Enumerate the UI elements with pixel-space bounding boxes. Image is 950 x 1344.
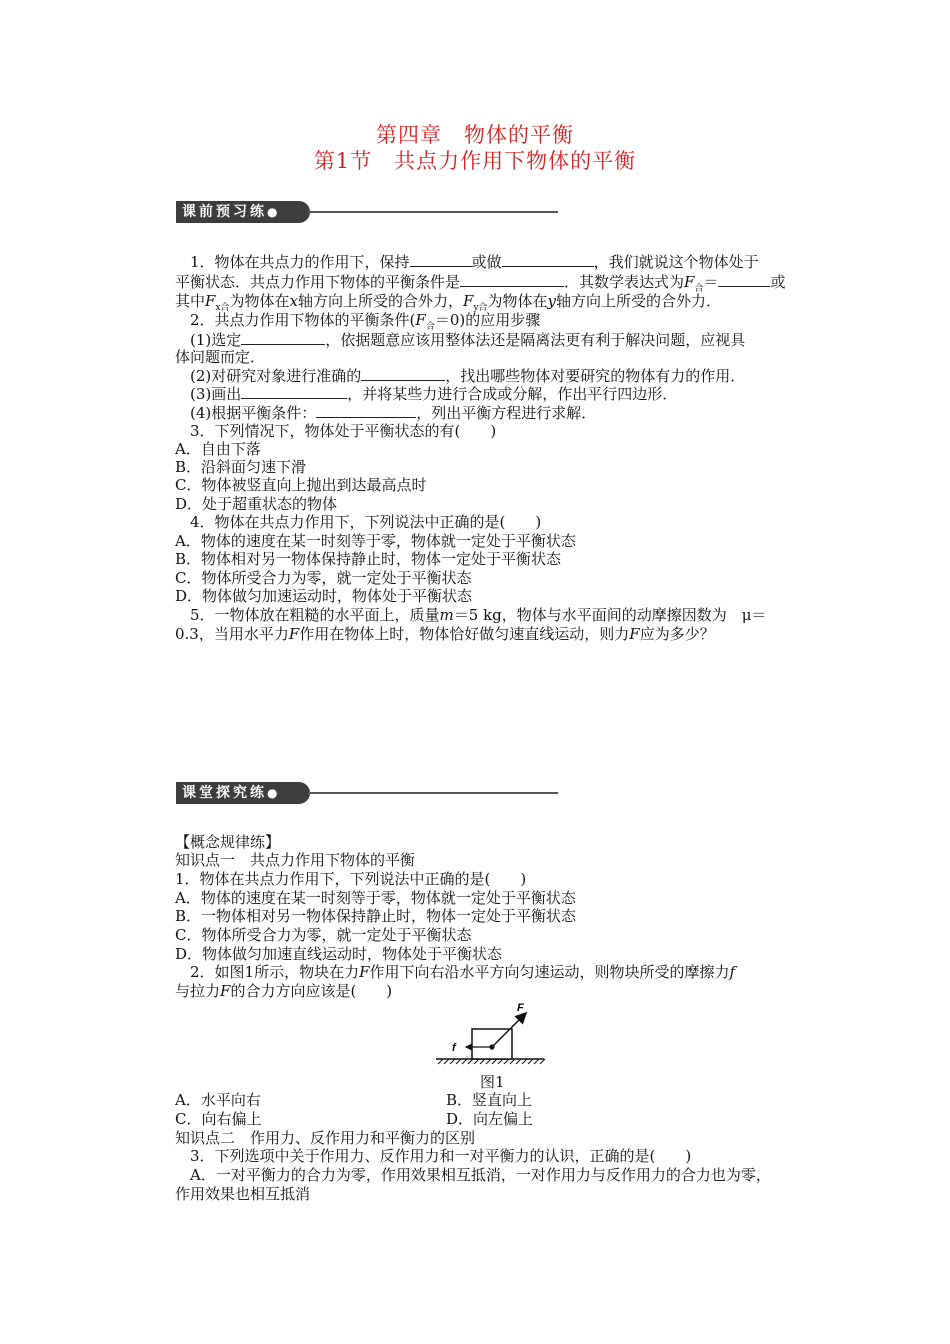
blank	[316, 403, 416, 418]
blank	[361, 366, 445, 381]
text: ＝5 kg，物体与水平面间的动摩擦因数为 μ＝	[453, 606, 767, 624]
var: F	[205, 292, 216, 310]
text: 作用在物体上时，物体恰好做匀速直线运动，则力	[299, 625, 630, 643]
sub: y合	[473, 303, 488, 313]
question-stem: 3．下列情况下，物体处于平衡状态的有( )	[190, 422, 497, 440]
text: ＝	[703, 273, 719, 291]
text: 5．一物体放在粗糙的水平面上，质量	[190, 606, 440, 624]
figure-caption: 图1	[480, 1073, 505, 1091]
text: ，依据题意应该用整体法还是隔离法更有利于解决问题，应视具	[325, 331, 746, 349]
question-stem: 4．物体在共点力作用下，下列说法中正确的是( )	[190, 513, 542, 531]
var: F	[629, 625, 640, 643]
option: B．沿斜面匀速下滑	[175, 458, 307, 476]
fig-f-label: f	[452, 1042, 456, 1054]
preview-banner	[176, 201, 558, 223]
blank	[502, 252, 594, 267]
banner-rule	[308, 211, 558, 213]
blank	[718, 272, 770, 287]
option: D．物体做匀加速直线运动时，物体处于平衡状态	[175, 945, 503, 963]
option: C．物体所受合力为零，就一定处于平衡状态	[175, 569, 472, 587]
option: A．物体的速度在某一时刻等于零，物体就一定处于平衡状态	[175, 532, 576, 550]
text: 2．如图1所示，物块在力	[190, 963, 360, 981]
classroom-banner-tag	[176, 782, 310, 804]
option: D．处于超重状态的物体	[175, 495, 338, 513]
sub: 合	[694, 284, 704, 294]
var: F	[684, 273, 695, 291]
text: 0.3，当用水平力	[175, 625, 289, 643]
text: ＝0)的应用步骤	[434, 311, 541, 329]
option: A．水平向右	[175, 1091, 261, 1109]
option: D．向左偏上	[446, 1110, 534, 1128]
question-stem: 1．物体在共点力作用下，下列说法中正确的是( )	[175, 870, 527, 888]
blank	[410, 252, 472, 267]
var: F	[463, 292, 474, 310]
text: 为物体在	[229, 292, 290, 310]
option: A．自由下落	[175, 440, 261, 458]
text: 作用下向右沿水平方向匀速运动，则物块所受的摩擦力	[369, 963, 730, 981]
text: 体问题而定．	[175, 348, 266, 366]
var: f	[729, 963, 736, 981]
classroom-banner	[176, 782, 558, 804]
blank	[241, 384, 347, 399]
text: 为物体在	[487, 292, 548, 310]
text: ，找出哪些物体对要研究的物体有力的作用．	[445, 367, 746, 385]
sub: 合	[425, 322, 435, 332]
text: 应为多少？	[639, 625, 715, 643]
preview-banner-tag	[176, 201, 310, 223]
option: B．物体相对另一物体保持静止时，物体一定处于平衡状态	[175, 550, 562, 568]
var: x	[289, 292, 298, 310]
text: (3)画出	[190, 385, 242, 403]
knowledge-point-2: 知识点二 作用力、反作用力和平衡力的区别	[175, 1129, 476, 1147]
knowledge-point-1: 知识点一 共点力作用下物体的平衡	[175, 851, 416, 869]
classroom-banner-label: 课堂探究练	[182, 785, 267, 801]
concept-heading: 【概念规律练】	[175, 833, 281, 851]
text: ，并将某些力进行合成或分解，作出平行四边形．	[347, 385, 678, 403]
banner-rule	[308, 792, 558, 794]
text: ，列出平衡方程进行求解．	[416, 404, 597, 422]
text: 轴方向上所受的合外力．	[556, 292, 722, 310]
text: 或	[770, 273, 786, 291]
option-continued: 作用效果也相互抵消	[175, 1185, 311, 1203]
figure-1-diagram	[430, 1000, 550, 1072]
text: ．其数学表达式为	[564, 273, 685, 291]
text: 与拉力	[175, 982, 221, 1000]
text: ，我们就说这个物体处于	[593, 253, 759, 271]
text: 平衡状态．共点力作用下物体的平衡条件是	[175, 273, 461, 291]
option: A．物体的速度在某一时刻等于零，物体就一定处于平衡状态	[175, 889, 576, 907]
text: 1．物体在共点力的作用下，保持	[190, 253, 410, 271]
question-stem: 3．下列选项中关于作用力、反作用力和一对平衡力的认识，正确的是( )	[190, 1147, 692, 1165]
var: F	[288, 625, 300, 643]
var: F	[415, 311, 426, 329]
var: F	[359, 963, 370, 981]
option: C．物体被竖直向上抛出到达最高点时	[175, 476, 427, 494]
bullet-icon: ●	[267, 786, 278, 800]
var: y	[547, 292, 557, 310]
chapter-title: 第四章 物体的平衡	[376, 123, 574, 147]
text: 的合力方向应该是( )	[230, 982, 393, 1000]
text: (4)根据平衡条件：	[190, 404, 317, 422]
text: (1)选定	[190, 331, 242, 349]
text: 2．共点力作用下物体的平衡条件(	[190, 311, 416, 329]
blank	[460, 272, 564, 287]
bullet-icon: ●	[267, 205, 278, 219]
option: C．向右偏上	[175, 1110, 262, 1128]
option: B．一物体相对另一物体保持静止时，物体一定处于平衡状态	[175, 907, 577, 925]
text: 轴方向上所受的合外力，	[298, 292, 464, 310]
option: B．竖直向上	[446, 1091, 533, 1109]
var: F	[220, 982, 231, 1000]
text: 其中	[175, 292, 206, 310]
var: m	[439, 606, 454, 624]
blank	[241, 330, 325, 345]
fig-F-label: F	[517, 1002, 524, 1014]
option: A．一对平衡力的合力为零，作用效果相互抵消，一对作用力与反作用力的合力也为零，	[190, 1166, 771, 1184]
option: C．物体所受合力为零，就一定处于平衡状态	[175, 926, 472, 944]
preview-banner-label: 课前预习练	[182, 204, 267, 220]
text: 或做	[471, 253, 502, 271]
option: D．物体做匀加速运动时，物体处于平衡状态	[175, 587, 473, 605]
section-title: 第1节 共点力作用下物体的平衡	[313, 149, 637, 173]
text: (2)对研究对象进行准确的	[190, 367, 362, 385]
sub: x合	[215, 303, 230, 313]
